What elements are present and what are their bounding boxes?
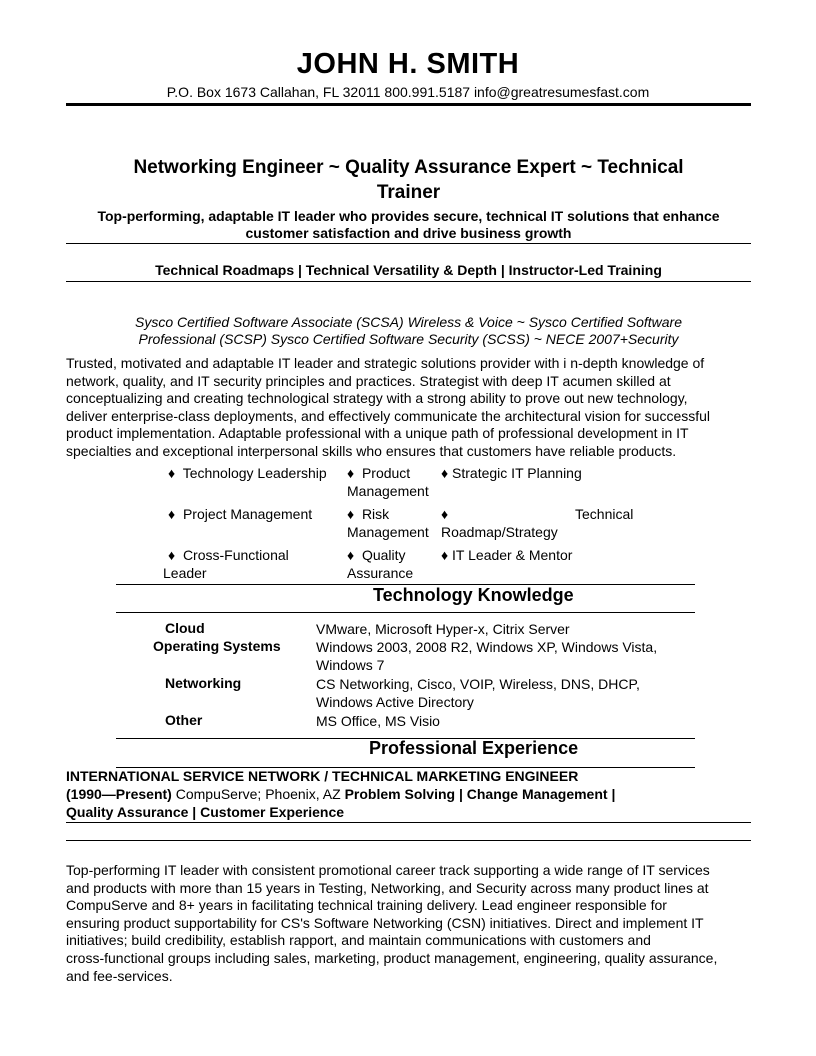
certifications-line-2: Professional (SCSP) Sysco Certified Software Security (SCSS) ~ NECE 2007+Security <box>138 331 679 347</box>
diamond-bullet-icon: ♦ <box>441 465 449 481</box>
tech-label-networking: Networking <box>165 675 242 691</box>
skill-label: Cross-Functional <box>182 547 289 563</box>
job-description-line: CompuServe and 8+ years in facilitating technical training delivery. Lead engineer responsible for <box>66 897 667 914</box>
tech-value: Windows 2003, 2008 R2, Windows XP, Windows Vista, <box>316 639 658 655</box>
skill-label: Technical <box>575 506 634 522</box>
tech-label-os: Operating Systems <box>153 638 281 654</box>
certifications <box>66 314 751 348</box>
diamond-bullet-icon: ♦ <box>168 506 176 522</box>
skill-item <box>347 546 406 564</box>
job-tags-cont: Quality Assurance | Customer Experience <box>66 804 345 820</box>
tech-value: CS Networking, Cisco, VOIP, Wireless, DNS, DHCP, <box>316 676 640 692</box>
divider <box>66 243 751 244</box>
headline <box>66 155 751 205</box>
skill-label: Technology Leadership <box>182 465 327 481</box>
experience-title: Professional Experience <box>369 738 579 758</box>
professional-summary <box>66 355 751 461</box>
summary-line: network, quality, and IT security principles and practices. Strategist with deep IT acumen skilled at <box>66 372 671 389</box>
diamond-bullet-icon: ♦ <box>441 547 449 563</box>
diamond-bullet-icon: ♦ <box>168 547 176 563</box>
diamond-bullet-icon: ♦ <box>347 506 355 522</box>
tech-value: MS Office, MS Visio <box>316 713 440 729</box>
skill-label-cont: Assurance <box>347 565 414 581</box>
skill-label: Product <box>361 465 411 481</box>
skill-label: Risk <box>361 506 390 522</box>
summary-line: conceptualizing and creating technological strategy with a strong ability to prove out new technology, <box>66 390 688 407</box>
divider <box>66 822 751 823</box>
skill-label-cont: Management <box>347 483 429 499</box>
skill-item <box>168 464 327 482</box>
headline-line-1: Networking Engineer ~ Quality Assurance Expert ~ Technical <box>133 157 684 178</box>
job-description-line: cross-functional groups including sales, marketing, product management, engineering, quality assurance, <box>66 949 718 966</box>
summary-line: product implementation. Adaptable professional with a unique path of professional development in IT <box>66 425 689 442</box>
skill-label: Project Management <box>182 506 313 522</box>
diamond-bullet-icon: ♦ <box>347 547 355 563</box>
skill-item <box>168 505 312 523</box>
job-header <box>66 767 656 821</box>
skill-label: IT Leader & Mentor <box>452 547 573 563</box>
header-divider <box>66 103 751 106</box>
skill-item <box>441 464 582 482</box>
candidate-name: JOHN H. SMITH <box>296 48 520 80</box>
job-description-line: and products with more than 15 years in Testing, Networking, and Security across many product lines at <box>66 879 709 896</box>
certifications-line-1: Sysco Certified Software Associate (SCSA) Wireless & Voice ~ Sysco Certified Software <box>135 314 682 330</box>
skill-item <box>347 505 389 523</box>
tech-value-cont: Windows Active Directory <box>316 694 474 710</box>
job-tags: Problem Solving | Change Management | <box>344 786 616 802</box>
skill-label-cont: Management <box>347 524 429 540</box>
skill-item <box>441 546 572 564</box>
diamond-bullet-icon: ♦ <box>441 506 449 522</box>
job-meta <box>66 785 656 803</box>
value-proposition-line-2: customer satisfaction and drive business growth <box>245 225 572 241</box>
divider <box>116 612 695 613</box>
job-description <box>66 862 751 985</box>
job-description-line: and fee-services. <box>66 967 173 984</box>
tech-knowledge-title: Technology Knowledge <box>373 585 574 605</box>
diamond-bullet-icon: ♦ <box>347 465 355 481</box>
summary-line: Trusted, motivated and adaptable IT leader and strategic solutions provider with i n-depth knowledge of <box>66 355 705 371</box>
diamond-bullet-icon: ♦ <box>168 465 176 481</box>
skill-label: Strategic IT Planning <box>452 465 582 481</box>
focus-areas: Technical Roadmaps | Technical Versatility & Depth | Instructor-Led Training <box>155 262 662 278</box>
job-dates: (1990—Present) <box>66 786 172 802</box>
divider <box>66 840 751 841</box>
headline-line-2: Trainer <box>376 182 441 203</box>
tech-label-cloud: Cloud <box>165 620 205 636</box>
summary-line: deliver enterprise-class deployments, and effectively communicate the architectural vision for successful <box>66 407 711 424</box>
skill-item <box>347 464 410 482</box>
contact-line: P.O. Box 1673 Callahan, FL 32011 800.991.5187 info@greatresumesfast.com <box>166 84 650 100</box>
job-description-line: ensuring product supportability for CS's Software Networking (CSN) initiatives. Direct and implement IT <box>66 914 704 931</box>
job-description-line: initiatives; build credibility, establish rapport, and maintain communications with customers and <box>66 932 651 949</box>
job-company: CompuServe; Phoenix, AZ <box>171 786 345 802</box>
divider <box>66 281 751 282</box>
summary-line: specialties and exceptional interpersonal skills who ensures that customers have reliable products. <box>66 442 677 459</box>
skill-label-cont: Roadmap/Strategy <box>441 524 558 540</box>
value-proposition-line-1: Top-performing, adaptable IT leader who provides secure, technical IT solutions that enhance <box>97 208 720 224</box>
skill-item <box>168 546 289 564</box>
tech-value: VMware, Microsoft Hyper-x, Citrix Server <box>316 621 570 637</box>
value-proposition <box>66 208 751 242</box>
tech-label-other: Other <box>165 712 203 728</box>
job-title: INTERNATIONAL SERVICE NETWORK / TECHNICAL MARKETING ENGINEER <box>66 768 579 784</box>
job-description-line: Top-performing IT leader with consistent promotional career track supporting a wide range of IT services <box>66 862 710 878</box>
tech-value-cont: Windows 7 <box>316 657 385 673</box>
skill-label-cont: Leader <box>163 565 207 581</box>
skill-label: Quality <box>361 547 406 563</box>
